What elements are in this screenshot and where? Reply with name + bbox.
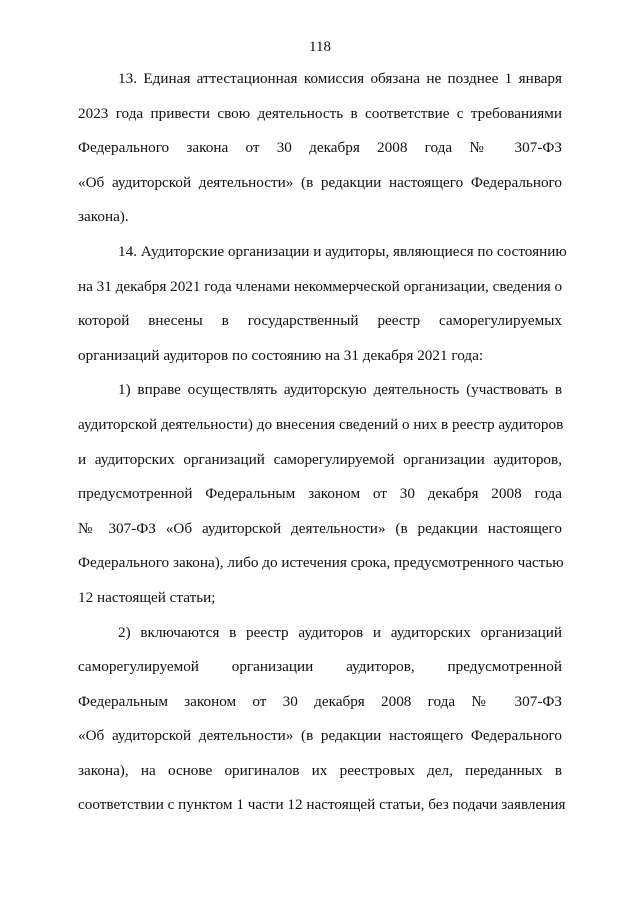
text-line: Федерального закона от 30 декабря 2008 года № 307-ФЗ: [78, 139, 562, 157]
text-line: аудиторской деятельности) до внесения сведений о них в реестр аудиторов: [78, 415, 564, 433]
text-line: 13. Единая аттестационная комиссия обязана не позднее 1 января: [118, 70, 562, 87]
text-line: саморегулируемой организации аудиторов, предусмотренной: [78, 658, 562, 676]
paragraph-14: [78, 235, 567, 373]
text-line: соответствии с пунктом 1 части 12 настоящей статьи, без подачи заявления: [78, 796, 566, 814]
text-line: Федеральным законом от 30 декабря 2008 года № 307-ФЗ: [78, 692, 562, 710]
text-line: 1) вправе осуществлять аудиторскую деятельность (участвовать в: [118, 381, 562, 399]
paragraph-14-item-2: [78, 616, 566, 824]
text-line: 2) включаются в реестр аудиторов и аудиторских организаций: [118, 623, 562, 641]
paragraph-14-item-1: [78, 373, 562, 615]
text-line: предусмотренной Федеральным законом от 30 декабря 2008 года: [78, 485, 562, 503]
text-line: на 31 декабря 2021 года членами некоммерческой организации, сведения о: [78, 277, 563, 295]
text-line: 2023 года привести свою деятельность в соответствие с требованиями: [78, 104, 562, 122]
text-line: «Об аудиторской деятельности» (в редакции настоящего Федерального: [78, 173, 562, 191]
text-line: Федерального закона), либо до истечения срока, предусмотренного частью: [78, 554, 564, 572]
text-line: 14. Аудиторские организации и аудиторы, являющиеся по состоянию: [118, 242, 567, 260]
text-line: «Об аудиторской деятельности» (в редакции настоящего Федерального: [78, 727, 562, 745]
document-body: [78, 62, 567, 823]
text-line: и аудиторских организаций саморегулируемой организации аудиторов,: [78, 450, 562, 468]
page-number: 118: [309, 39, 331, 55]
text-line: № 307-ФЗ «Об аудиторской деятельности» (в редакции настоящего: [78, 519, 562, 537]
text-line: 12 настоящей статьи;: [78, 588, 216, 606]
text-line: закона).: [78, 208, 129, 226]
paragraph-13: [78, 62, 562, 235]
text-line: которой внесены в государственный реестр саморегулируемых: [78, 312, 562, 330]
text-line: организаций аудиторов по состоянию на 31 декабря 2021 года:: [78, 346, 484, 364]
text-line: закона), на основе оригиналов их реестровых дел, переданных в: [78, 761, 562, 779]
